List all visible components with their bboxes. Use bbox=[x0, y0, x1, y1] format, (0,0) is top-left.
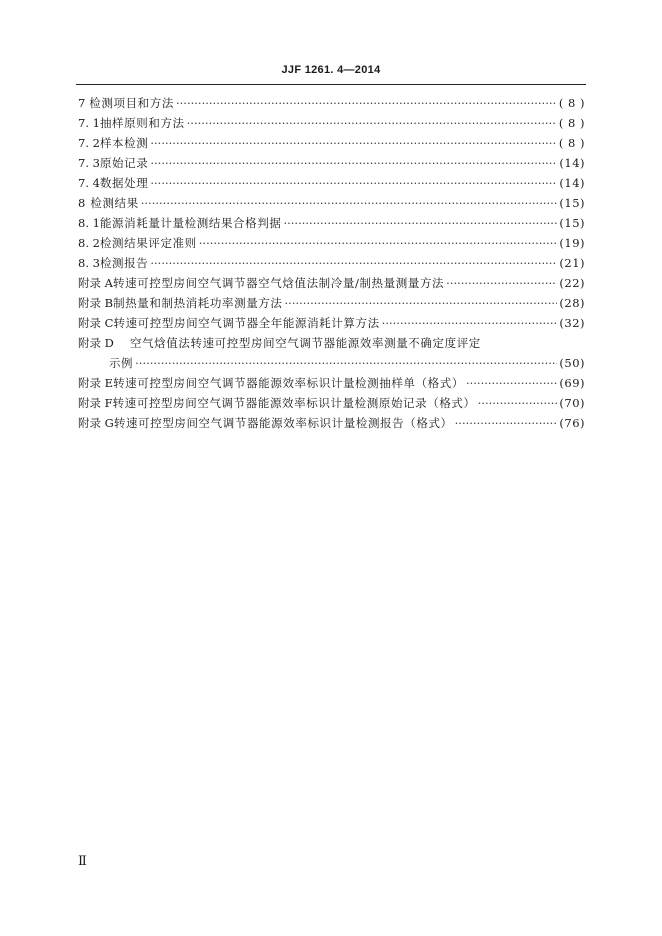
toc-entry-number: 8 bbox=[78, 196, 86, 210]
toc-entry-page: ( 8 ) bbox=[558, 136, 585, 150]
toc-leader-dots bbox=[150, 253, 557, 273]
toc-entry-title: 检测结果评定准则 bbox=[99, 236, 197, 250]
toc-entry-number: 7. 4 bbox=[78, 176, 100, 190]
toc-leader-dots bbox=[135, 353, 557, 373]
toc-entry-continuation[interactable] bbox=[78, 353, 585, 373]
toc-entry[interactable] bbox=[78, 173, 585, 193]
toc-entry-title: 能源消耗量计量检测结果合格判据 bbox=[99, 216, 282, 230]
header-rule bbox=[76, 84, 586, 85]
toc-entry-page: (69) bbox=[559, 376, 585, 390]
toc-entry-number: 附录 C bbox=[78, 316, 114, 330]
toc-entry-title: 抽样原则和方法 bbox=[99, 116, 185, 130]
toc-entry-page: (15) bbox=[559, 216, 585, 230]
toc-entry-page: (22) bbox=[559, 276, 585, 290]
toc-leader-dots bbox=[382, 313, 558, 333]
toc-leader-dots bbox=[455, 413, 558, 433]
toc-entry-title: 检测报告 bbox=[99, 256, 149, 270]
toc-leader-dots bbox=[150, 173, 557, 193]
toc-entry-title: 数据处理 bbox=[99, 176, 149, 190]
toc-entry[interactable] bbox=[78, 153, 585, 173]
toc-leader-dots bbox=[199, 233, 558, 253]
toc-entry-page: (19) bbox=[559, 236, 585, 250]
toc-leader-dots bbox=[150, 133, 557, 153]
toc-leader-dots bbox=[176, 93, 557, 113]
toc-entry-number: 7 bbox=[78, 96, 86, 110]
table-of-contents bbox=[78, 93, 585, 433]
toc-entry-title: 检测结果 bbox=[90, 196, 139, 210]
toc-entry-page: (21) bbox=[559, 256, 585, 270]
toc-entry[interactable] bbox=[78, 293, 585, 313]
toc-entry[interactable] bbox=[78, 373, 585, 393]
toc-entry[interactable] bbox=[78, 133, 585, 153]
toc-entry[interactable] bbox=[78, 333, 585, 353]
toc-entry-number: 附录 D bbox=[78, 336, 114, 350]
toc-entry-title: 转速可控型房间空气调节器能源效率标识计量检测原始记录（格式） bbox=[112, 396, 476, 410]
toc-leader-dots bbox=[285, 293, 558, 313]
toc-entry-title: 转速可控型房间空气调节器空气焓值法制冷量/制热量测量方法 bbox=[112, 276, 445, 290]
toc-entry-title: 转速可控型房间空气调节器全年能源消耗计算方法 bbox=[113, 316, 380, 330]
toc-entry-number: 8. 1 bbox=[78, 216, 100, 230]
toc-entry-page: (28) bbox=[559, 296, 585, 310]
toc-entry-page: (14) bbox=[559, 156, 585, 170]
toc-entry-number: 7. 3 bbox=[78, 156, 100, 170]
toc-entry-number: 8. 2 bbox=[78, 236, 100, 250]
page-folio: Ⅱ bbox=[78, 854, 87, 869]
toc-entry-page: ( 8 ) bbox=[558, 96, 585, 110]
toc-entry-title: 转速可控型房间空气调节器能源效率标识计量检测报告（格式） bbox=[113, 416, 453, 430]
toc-entry-title: 原始记录 bbox=[99, 156, 149, 170]
toc-entry[interactable] bbox=[78, 233, 585, 253]
toc-leader-dots bbox=[466, 373, 557, 393]
toc-entry-page: (70) bbox=[559, 396, 585, 410]
toc-entry-title: 空气焓值法转速可控型房间空气调节器能源效率测量不确定度评定 bbox=[130, 336, 481, 350]
toc-entry-number: 7. 2 bbox=[78, 136, 100, 150]
toc-entry-page: (15) bbox=[559, 196, 585, 210]
document-code-header: JJF 1261. 4—2014 bbox=[281, 64, 381, 76]
toc-leader-dots bbox=[187, 113, 557, 133]
toc-entry-title: 样本检测 bbox=[99, 136, 149, 150]
toc-entry[interactable] bbox=[78, 93, 585, 113]
toc-entry[interactable] bbox=[78, 313, 585, 333]
toc-leader-dots bbox=[150, 153, 557, 173]
toc-entry-number: 附录 B bbox=[78, 296, 114, 310]
toc-entry-page: (14) bbox=[559, 176, 585, 190]
toc-entry-title: 示例 bbox=[108, 356, 134, 370]
toc-entry-number: 附录 E bbox=[78, 376, 114, 390]
toc-entry-number: 7. 1 bbox=[78, 116, 100, 130]
toc-entry[interactable] bbox=[78, 413, 585, 433]
toc-entry[interactable] bbox=[78, 253, 585, 273]
toc-entry-page: ( 8 ) bbox=[558, 116, 585, 130]
toc-entry[interactable] bbox=[78, 113, 585, 133]
toc-leader-dots bbox=[141, 193, 558, 213]
toc-entry-number: 附录 F bbox=[78, 396, 113, 410]
toc-leader-dots bbox=[478, 393, 558, 413]
toc-entry-number: 附录 A bbox=[78, 276, 113, 290]
toc-entry-page: (32) bbox=[559, 316, 585, 330]
toc-entry-title: 制热量和制热消耗功率测量方法 bbox=[113, 296, 283, 310]
toc-entry[interactable] bbox=[78, 193, 585, 213]
toc-entry-title: 检测项目和方法 bbox=[89, 96, 174, 110]
toc-entry-title: 转速可控型房间空气调节器能源效率标识计量检测抽样单（格式） bbox=[113, 376, 464, 390]
toc-entry-page: (76) bbox=[559, 416, 585, 430]
toc-entry-number: 8. 3 bbox=[78, 256, 100, 270]
toc-entry[interactable] bbox=[78, 273, 585, 293]
toc-leader-dots bbox=[446, 273, 557, 293]
toc-leader-dots bbox=[283, 213, 557, 233]
toc-entry[interactable] bbox=[78, 213, 585, 233]
toc-entry[interactable] bbox=[78, 393, 585, 413]
toc-entry-page: (50) bbox=[559, 356, 585, 370]
toc-entry-number: 附录 G bbox=[78, 416, 114, 430]
